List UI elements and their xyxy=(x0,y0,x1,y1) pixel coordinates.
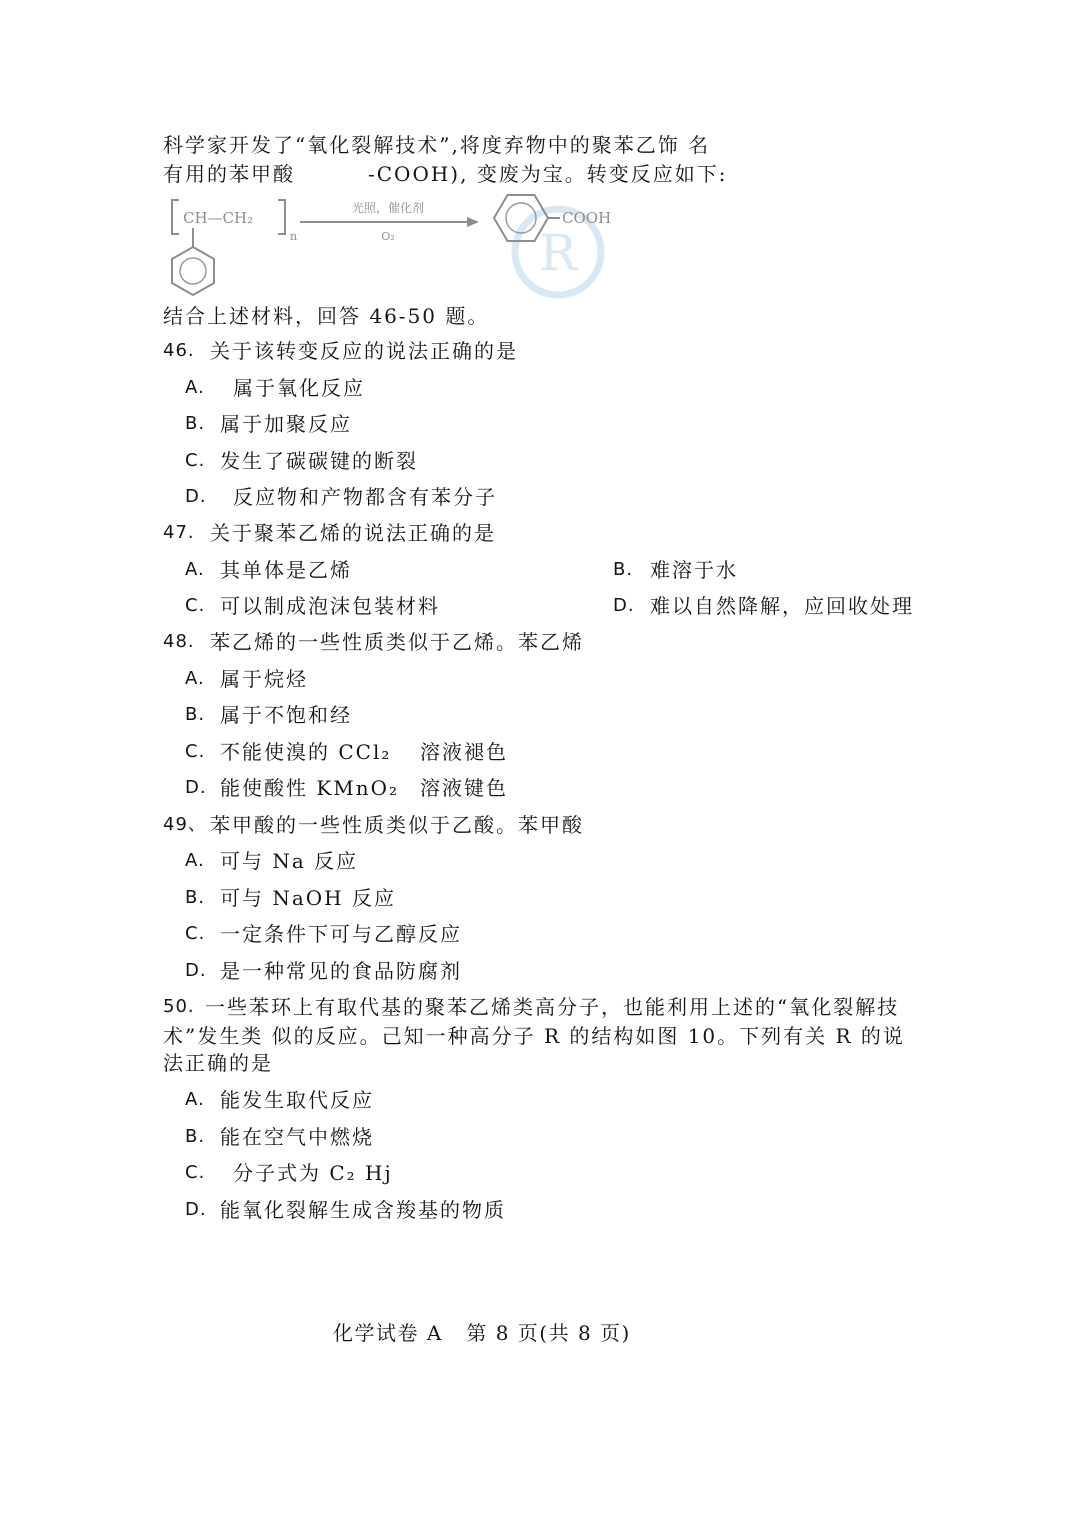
option-text: 能发生取代反应 xyxy=(220,1088,374,1112)
option-label: D. xyxy=(185,777,207,798)
watermark-letter: R xyxy=(539,224,577,282)
question-46 xyxy=(0,338,1000,364)
question-number: 48. xyxy=(163,631,195,652)
option-label: B. xyxy=(185,887,206,908)
option-label: A. xyxy=(185,850,205,871)
option-49-c xyxy=(0,921,1000,947)
option-label: B. xyxy=(185,1126,206,1147)
option-text-tail: 溶液键色 xyxy=(420,776,508,800)
right-bracket xyxy=(278,200,285,234)
option-47-c-text: 可以制成泡沫包装材料 xyxy=(220,594,440,618)
option-text: 反应物和产物都含有苯分子 xyxy=(233,485,497,509)
reactant-group: CH—CH₂ xyxy=(183,209,254,227)
instruction-text: 结合上述材料，回答 46-50 题。 xyxy=(163,304,490,328)
product-group: COOH xyxy=(562,209,612,227)
option-46-a xyxy=(0,375,1000,401)
intro-text-2a: 有用的苯甲酸 xyxy=(163,162,295,186)
question-stem: 关于该转变反应的说法正确的是 xyxy=(210,339,518,363)
question-48 xyxy=(0,629,1000,655)
option-text: 可与 NaOH 反应 xyxy=(220,886,396,910)
intro-line-1 xyxy=(0,132,1000,158)
option-48-c xyxy=(0,739,1000,765)
question-number: 46. xyxy=(163,340,195,361)
question-stem: 苯甲酸的一些性质类似于乙酸。苯甲酸 xyxy=(210,813,584,837)
intro-text-1: 科学家开发了“氧化裂解技术”,将度弃物中的聚苯乙饰 名 xyxy=(163,133,711,157)
option-text: 属于加聚反应 xyxy=(220,412,352,436)
question-stem-line-3: 法正确的是 xyxy=(163,1051,273,1075)
option-row-47-ab xyxy=(0,557,1000,583)
intro-line-2 xyxy=(0,161,1000,187)
option-label: B. xyxy=(185,413,206,434)
option-label: A. xyxy=(185,668,205,689)
option-47-d-text: 难以自然降解，应回收处理 xyxy=(650,594,914,618)
question-stem-line-2: 术”发生类 似的反应。己知一种高分子 R 的结构如图 10。下列有关 R 的说 xyxy=(163,1024,905,1048)
option-text: 能在空气中燃烧 xyxy=(220,1125,374,1149)
option-text: 分子式为 C₂ Hj xyxy=(233,1161,393,1185)
page-footer xyxy=(0,1320,1000,1346)
option-47-d-label: D. xyxy=(613,595,635,616)
question-50-line-2 xyxy=(0,1023,1000,1049)
option-text: 能氧化裂解生成含羧基的物质 xyxy=(220,1198,506,1222)
footer-text: 化学试卷 A 第 8 页(共 8 页) xyxy=(333,1321,631,1345)
question-stem-line-1: 一些苯环上有取代基的聚苯乙烯类高分子，也能利用上述的“氧化裂解技 xyxy=(205,995,900,1019)
question-49 xyxy=(0,812,1000,838)
question-stem: 苯乙烯的一些性质类似于乙烯。苯乙烯 xyxy=(210,630,584,654)
option-50-d xyxy=(0,1197,1000,1223)
option-48-b xyxy=(0,702,1000,728)
option-49-d xyxy=(0,958,1000,984)
question-number: 50. xyxy=(163,996,195,1017)
option-46-b xyxy=(0,411,1000,437)
instruction-line xyxy=(0,303,1000,329)
option-50-b xyxy=(0,1124,1000,1150)
option-49-b xyxy=(0,885,1000,911)
option-text: 能使酸性 KMnO₂ xyxy=(220,776,400,800)
option-label: D. xyxy=(185,960,207,981)
option-48-d xyxy=(0,775,1000,801)
reaction-scheme xyxy=(163,190,623,300)
intro-text-2b: -COOH), 变废为宝。转变反应如下: xyxy=(368,162,728,186)
option-label: D. xyxy=(185,486,207,507)
option-label: A. xyxy=(185,1089,205,1110)
option-label: C. xyxy=(185,1162,206,1183)
option-label: C. xyxy=(185,450,206,471)
reaction-conditions-above: 光照，催化剂 xyxy=(351,201,425,215)
option-text: 发生了碳碳键的断裂 xyxy=(220,449,418,473)
option-47-a-label: A. xyxy=(185,559,205,580)
option-text: 是一种常见的食品防腐剂 xyxy=(220,959,462,983)
option-label: A. xyxy=(185,377,205,398)
option-50-a xyxy=(0,1087,1000,1113)
option-46-c xyxy=(0,448,1000,474)
option-text: 可与 Na 反应 xyxy=(220,849,359,873)
benzene-ring-reactant xyxy=(172,247,214,295)
reaction-conditions-below: O₂ xyxy=(381,230,395,243)
option-label: D. xyxy=(185,1199,207,1220)
question-number: 47. xyxy=(163,522,195,543)
option-49-a xyxy=(0,848,1000,874)
option-48-a xyxy=(0,666,1000,692)
option-47-b-text: 难溶于水 xyxy=(650,558,738,582)
question-stem: 关于聚苯乙烯的说法正确的是 xyxy=(210,521,496,545)
option-row-47-cd xyxy=(0,593,1000,619)
option-47-b-label: B. xyxy=(613,559,634,580)
option-50-c xyxy=(0,1160,1000,1186)
option-text: 属于烷烃 xyxy=(220,667,308,691)
option-text: 属于不饱和经 xyxy=(220,703,352,727)
option-46-d xyxy=(0,484,1000,510)
option-text: 一定条件下可与乙醇反应 xyxy=(220,922,462,946)
repeat-subscript: n xyxy=(290,230,298,243)
option-text: 属于氧化反应 xyxy=(233,376,365,400)
option-label: C. xyxy=(185,741,206,762)
option-47-a-text: 其单体是乙烯 xyxy=(220,558,352,582)
question-50 xyxy=(0,994,1000,1020)
option-47-c-label: C. xyxy=(185,595,206,616)
question-47 xyxy=(0,520,1000,546)
option-text-tail: 溶液褪色 xyxy=(420,740,508,764)
left-bracket xyxy=(172,200,179,234)
question-50-line-3 xyxy=(0,1050,1000,1076)
question-number: 49、 xyxy=(163,814,207,835)
option-label: C. xyxy=(185,923,206,944)
reaction-arrow xyxy=(300,217,479,227)
option-label: B. xyxy=(185,704,206,725)
option-text: 不能使溴的 CCl₂ xyxy=(220,740,392,764)
